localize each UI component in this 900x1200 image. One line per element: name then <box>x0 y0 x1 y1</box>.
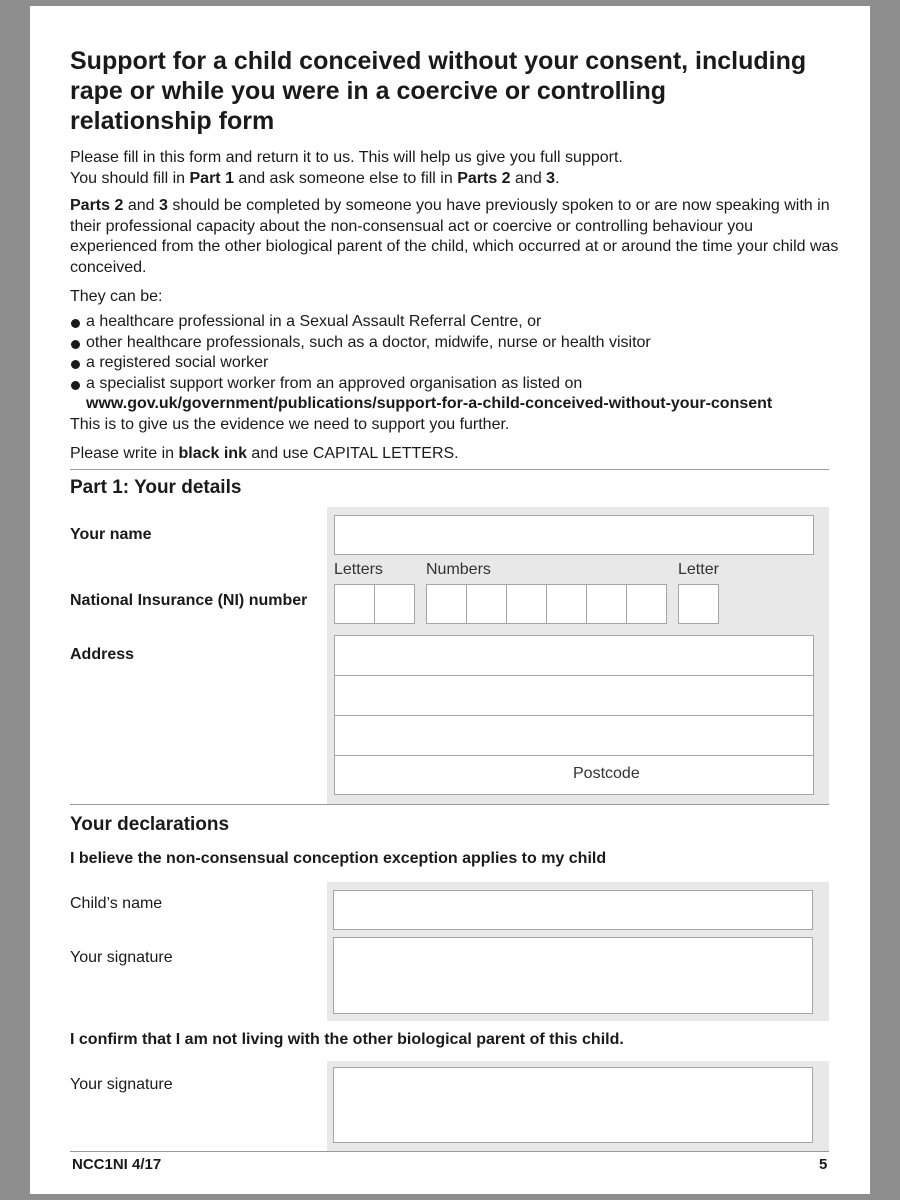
address-label: Address <box>70 646 135 663</box>
ni-final-letter-box[interactable] <box>678 584 719 624</box>
ni-number-box-3[interactable] <box>506 584 547 624</box>
list-item: a registered social worker <box>70 353 850 374</box>
your-name-label: Your name <box>70 526 152 543</box>
bullet-icon <box>71 319 80 328</box>
guidance-url[interactable]: www.gov.uk/government/publications/support-for-a-child-conceived-without-your-consent <box>86 395 773 412</box>
declarations-heading: Your declarations <box>70 814 230 835</box>
declaration-statement-1: I believe the non-consensual conception exception applies to my child <box>70 850 607 867</box>
postcode-label: Postcode <box>573 765 640 782</box>
evidence-text: This is to give us the evidence we need to support you further. <box>70 416 510 433</box>
bullet-icon <box>71 340 80 349</box>
list-item: a healthcare professional in a Sexual Assault Referral Centre, or <box>70 312 850 333</box>
ni-number-box-4[interactable] <box>546 584 587 624</box>
ni-number-label: National Insurance (NI) number <box>70 592 308 609</box>
professional-list <box>70 312 850 415</box>
address-line-2[interactable] <box>334 675 814 716</box>
your-name-field[interactable] <box>334 515 814 555</box>
list-item: a specialist support worker from an approved organisation as listed on www.gov.uk/government/publications/support-for-a-child-conceived-without-your-consent <box>70 374 850 415</box>
ni-numbers-label: Numbers <box>426 561 491 578</box>
ni-number-box-6[interactable] <box>626 584 667 624</box>
divider <box>70 1151 829 1152</box>
page-number: 5 <box>819 1156 828 1173</box>
form-code: NCC1NI 4/17 <box>72 1156 162 1173</box>
ni-letter-box-2[interactable] <box>374 584 415 624</box>
declaration-statement-2: I confirm that I am not living with the other biological parent of this child. <box>70 1031 624 1048</box>
ni-number-box-2[interactable] <box>466 584 507 624</box>
they-can-be-text: They can be: <box>70 288 163 305</box>
signature-field-1[interactable] <box>333 937 813 1014</box>
address-line-1[interactable] <box>334 635 814 676</box>
intro-line-2: You should fill in Part 1 and ask someone else to fill in Parts 2 and 3. <box>70 169 560 187</box>
bullet-icon <box>71 360 80 369</box>
child-name-field[interactable] <box>333 890 813 930</box>
list-item: other healthcare professionals, such as a doctor, midwife, nurse or health visitor <box>70 333 850 354</box>
ni-letters-label: Letters <box>334 561 383 578</box>
intro-line-1: Please fill in this form and return it to us. This will help us give you full support. <box>70 149 623 166</box>
signature-label-2: Your signature <box>70 1076 173 1093</box>
parts-paragraph: Parts 2 and 3 should be completed by someone you have previously spoken to or are now speaking with in their professional capacity about the non-consensual act or coercive or controlling behaviour you experienced from the other biological parent of the child, which occurred at or around the time your child was conceived. <box>70 197 839 276</box>
child-name-label: Child’s name <box>70 895 163 912</box>
ink-instruction: Please write in black ink and use CAPITAL LETTERS. <box>70 445 459 462</box>
ni-number-box-5[interactable] <box>586 584 627 624</box>
intro-paragraph <box>70 148 850 189</box>
form-title: Support for a child conceived without your consent, including rape or while you were in a coercive or controlling relationship form <box>70 47 807 135</box>
part1-heading: Part 1: Your details <box>70 477 242 498</box>
divider <box>70 804 829 805</box>
ni-letter-label: Letter <box>678 561 719 578</box>
ni-letter-box-1[interactable] <box>334 584 375 624</box>
bullet-icon <box>71 381 80 390</box>
form-page <box>30 6 870 1194</box>
signature-field-2[interactable] <box>333 1067 813 1143</box>
ni-number-box-1[interactable] <box>426 584 467 624</box>
divider <box>70 469 829 470</box>
address-line-3[interactable] <box>334 715 814 756</box>
signature-label-1: Your signature <box>70 949 173 966</box>
